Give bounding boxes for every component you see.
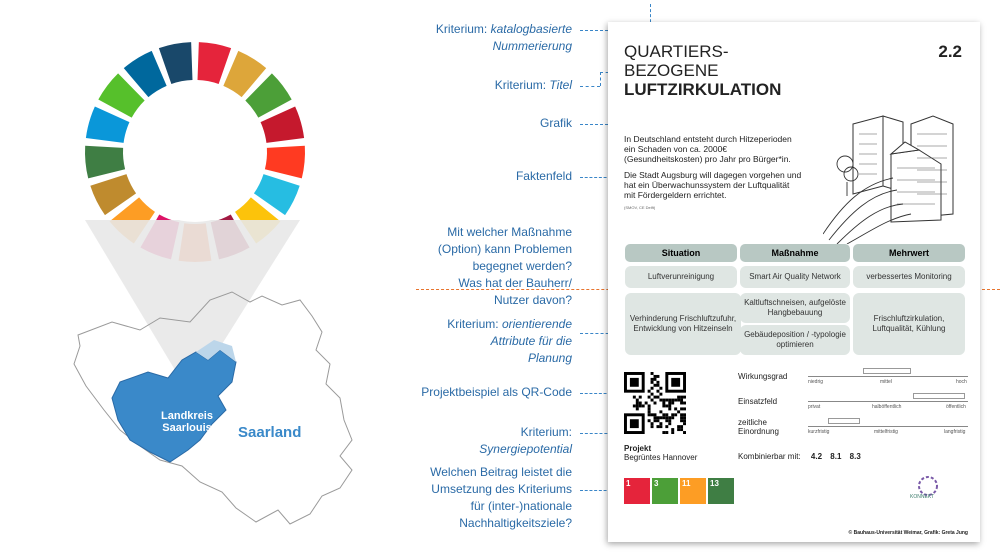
qr-module (654, 416, 657, 419)
card-title-line2: BEZOGENE (624, 61, 719, 80)
qr-module (680, 396, 683, 399)
qr-module (659, 416, 662, 419)
qr-module (668, 407, 671, 410)
qr-module (680, 407, 683, 410)
attr-einsatzfeld-scale (808, 401, 968, 402)
qr-module (651, 425, 654, 428)
question-line: (Option) kann Problemen (437, 242, 572, 256)
kombinierbar-value: 4.2 (810, 452, 823, 461)
attr-zeitlich-range (828, 418, 860, 424)
label-title-prefix: Kriterium: (494, 78, 550, 92)
card-number: 2.2 (938, 42, 962, 61)
qr-module (659, 387, 662, 390)
qr-module (648, 410, 651, 413)
sdg-line: Umsetzung des Kriteriums (431, 482, 572, 496)
criteria-card (608, 22, 980, 542)
saarland-map-graphic (0, 0, 410, 557)
question-line: begegnet werden? (472, 259, 572, 273)
qr-module (659, 422, 662, 425)
qr-module (683, 407, 686, 410)
attr-einsatzfeld-tick: privat (808, 404, 821, 410)
attr-wirkungsgrad-tick: mittel (880, 379, 892, 385)
qr-module (648, 413, 651, 416)
attr-einsatzfeld-label: Einsatzfeld (738, 397, 778, 406)
label-attr-em2: Attribute für die (490, 334, 572, 348)
kombinierbar-value: 8.1 (830, 452, 842, 461)
card-title-line3: LUFTZIRKULATION (624, 80, 782, 99)
attr-wirkungsgrad-tick: hoch (956, 379, 967, 385)
qr-module (651, 387, 654, 390)
label-numbering-em: katalogbasierte (490, 22, 572, 36)
qr-module (680, 428, 683, 431)
sdg-ring-segment (198, 42, 232, 84)
qr-module (668, 419, 671, 422)
qr-module (639, 404, 642, 407)
qr-module (648, 396, 651, 399)
qr-module (642, 404, 645, 407)
qr-module (680, 402, 683, 405)
qr-module (671, 399, 674, 402)
district-label-line1: Landkreis (161, 410, 213, 422)
cell-massnahme-2b: Gebäudeposition / -typologie optimieren (740, 325, 850, 355)
qr-module (665, 404, 668, 407)
sdg-ring-segment (85, 146, 125, 179)
qr-module (659, 410, 662, 413)
attr-zeitlich-tick: mittelfristig (874, 429, 898, 435)
qr-module (656, 419, 659, 422)
label-attr-em: orientierende (501, 317, 572, 331)
cell-mehrwert-1: verbessertes Monitoring (853, 266, 965, 288)
qr-module (683, 413, 686, 416)
qr-module (671, 413, 674, 416)
qr-finder (671, 378, 680, 387)
attr-zeitlich-line2: Einordnung (738, 427, 779, 436)
qr-module (651, 393, 654, 396)
qr-module (633, 404, 636, 407)
qr-module (662, 404, 665, 407)
qr-module (683, 416, 686, 419)
sdg-number: 13 (710, 479, 719, 488)
qr-module (654, 419, 657, 422)
qr-module (656, 375, 659, 378)
qr-module (662, 402, 665, 405)
qr-module (651, 372, 654, 375)
district-label-line2: Saarlouis (162, 422, 212, 434)
sdg-number: 11 (682, 479, 691, 488)
question-line: Was hat der Bauherr/ (458, 276, 572, 290)
cell-mehrwert-2: Frischluftzirkulation, Luftqualität, Kühlung (853, 293, 965, 355)
qr-module (654, 413, 657, 416)
attr-wirkungsgrad-range (863, 368, 911, 374)
qr-module (662, 413, 665, 416)
qr-module (654, 378, 657, 381)
qr-finder (630, 419, 639, 428)
qr-module (677, 410, 680, 413)
qr-module (662, 431, 665, 434)
sdg-line: für (inter-)nationale (470, 499, 572, 513)
qr-module (683, 422, 686, 425)
project-label: Projekt (624, 444, 652, 453)
qr-module (636, 407, 639, 410)
district-label (152, 410, 222, 434)
qr-module (648, 407, 651, 410)
buildings-illustration (823, 94, 973, 244)
qr-module (662, 416, 665, 419)
qr-module (651, 381, 654, 384)
cell-situation-2: Verhinderung Frischluftzufuhr, Entwicklung von Hitzeinseln (625, 293, 741, 355)
sdg-tile-11 (680, 478, 706, 504)
attr-zeitlich-label (738, 418, 779, 436)
project (624, 444, 697, 462)
label-synergy-prefix: Kriterium: (520, 425, 572, 439)
label-qr: Projektbeispiel als QR-Code (421, 385, 572, 399)
qr-module (656, 390, 659, 393)
qr-module (665, 413, 668, 416)
qr-module (677, 399, 680, 402)
attr-wirkungsgrad-label: Wirkungsgrad (738, 372, 788, 381)
qr-module (665, 425, 668, 428)
qr-module (671, 402, 674, 405)
qr-module (677, 396, 680, 399)
qr-module (654, 402, 657, 405)
qr-module (651, 378, 654, 381)
cell-massnahme-2a: Kaltluftschneisen, aufgelöste Hangbebauung (740, 293, 850, 323)
qr-module (656, 396, 659, 399)
qr-module (683, 419, 686, 422)
label-question (438, 224, 572, 309)
label-synergy-em: Synergiepotential (479, 442, 572, 456)
qr-module (654, 396, 657, 399)
project-name: Begrüntes Hannover (624, 453, 698, 462)
facts-paragraph-1: In Deutschland entsteht durch Hitzeperioden ein Schaden von ca. 2000€ (Gesundheitskosten) pro Jahr pro Bürger*in. (624, 134, 792, 164)
attr-zeitlich-scale (808, 426, 968, 427)
label-attr-prefix: Kriterium: (447, 317, 502, 331)
qr-module (683, 431, 686, 434)
kombinierbar-value: 8.3 (849, 452, 861, 461)
qr-module (656, 425, 659, 428)
facts-field (624, 134, 802, 213)
qr-module (674, 407, 677, 410)
qr-module (677, 425, 680, 428)
sdg-tile-1 (624, 478, 650, 504)
credit: © Bauhaus-Universität Weimar, Grafik: Greta Jung (848, 530, 968, 536)
question-line: Mit welcher Maßnahme (447, 225, 572, 239)
qr-module (636, 399, 639, 402)
qr-module (639, 402, 642, 405)
qr-module (668, 422, 671, 425)
attr-zeitlich-line1: zeitliche (738, 418, 767, 427)
qr-module (671, 431, 674, 434)
header-situation: Situation (625, 244, 737, 262)
qr-module (645, 402, 648, 405)
qr-module (665, 431, 668, 434)
attr-einsatzfeld-tick: halböffentlich (872, 404, 902, 410)
qr-module (633, 396, 636, 399)
attr-einsatzfeld-tick: öffentlich (946, 404, 966, 410)
state-label: Saarland (238, 424, 302, 441)
qr-module (639, 396, 642, 399)
label-numbering-em2: Nummerierung (492, 39, 572, 53)
kombinierbar-label: Kombinierbar mit: (738, 452, 801, 461)
qr-module (651, 413, 654, 416)
facts-source: (SMOV, CE Delft) (624, 205, 656, 210)
ring-center (125, 82, 265, 222)
qr-module (665, 399, 668, 402)
sdg-number: 1 (626, 479, 631, 488)
attr-zeitlich-tick: kurzfristig (808, 429, 830, 435)
qr-module (671, 416, 674, 419)
qr-module (651, 422, 654, 425)
qr-module (656, 384, 659, 387)
qr-module (680, 399, 683, 402)
qr-module (674, 399, 677, 402)
label-attributes (447, 316, 572, 367)
label-faktenfeld: Faktenfeld (515, 169, 572, 183)
qr-module (683, 396, 686, 399)
header-mehrwert: Mehrwert (853, 244, 965, 262)
qr-module (651, 399, 654, 402)
qr-module (680, 416, 683, 419)
qr-module (648, 390, 651, 393)
qr-module (680, 413, 683, 416)
qr-module (665, 416, 668, 419)
qr-module (648, 404, 651, 407)
sdg-tile-3 (652, 478, 678, 504)
sdg-ring-segment (265, 146, 305, 179)
qr-module (636, 404, 639, 407)
card-title-line1: QUARTIERS- (624, 42, 729, 61)
qr-module (668, 399, 671, 402)
qr-finder (630, 378, 639, 387)
label-synergy (479, 424, 572, 458)
cell-massnahme-1: Smart Air Quality Network (740, 266, 850, 288)
konnekt-logo-text: KONNEKT (910, 494, 935, 500)
label-sdg (430, 464, 572, 532)
label-title-em: Titel (549, 78, 572, 92)
qr-module (659, 393, 662, 396)
qr-module (636, 402, 639, 405)
cell-situation-1: Luftverunreinigung (625, 266, 737, 288)
leader-title-v (600, 72, 601, 86)
sdg-number: 3 (654, 479, 659, 488)
facts-paragraph-2: Die Stadt Augsburg will dagegen vorgehen und hat ein Überwachunssystem der Luftqualität mit Fördergeldern errichtet. (624, 170, 802, 200)
qr-code (624, 372, 686, 434)
qr-module (659, 399, 662, 402)
sdg-ring-segment (159, 42, 193, 84)
attr-zeitlich-tick: langfristig (944, 429, 966, 435)
sdg-tile-13 (708, 478, 734, 504)
label-title (495, 77, 572, 94)
attr-einsatzfeld-range (913, 393, 965, 399)
qr-module (654, 375, 657, 378)
qr-module (668, 404, 671, 407)
card-title (624, 42, 781, 99)
qr-module (668, 416, 671, 419)
sdg-line: Nachhaltigkeitsziele? (459, 516, 572, 530)
qr-module (671, 428, 674, 431)
qr-module (648, 419, 651, 422)
leader-title (580, 86, 600, 87)
label-grafik: Grafik (539, 116, 572, 130)
attr-wirkungsgrad-scale (808, 376, 968, 377)
label-attr-em3: Planung (527, 351, 572, 365)
qr-module (662, 399, 665, 402)
attr-wirkungsgrad-tick: niedrig (808, 379, 824, 385)
sdg-line: Welchen Beitrag leistet die (430, 465, 572, 479)
question-line: Nutzer davon? (493, 293, 572, 307)
label-numbering (436, 21, 572, 55)
qr-module (668, 402, 671, 405)
kombinierbar (738, 452, 861, 461)
qr-module (659, 425, 662, 428)
qr-module (680, 425, 683, 428)
header-massnahme: Maßnahme (740, 244, 850, 262)
qr-module (654, 384, 657, 387)
qr-module (674, 413, 677, 416)
qr-module (656, 381, 659, 384)
qr-module (665, 419, 668, 422)
qr-module (656, 416, 659, 419)
label-numbering-prefix: Kriterium: (435, 22, 491, 36)
qr-module (683, 402, 686, 405)
qr-module (677, 428, 680, 431)
qr-module (680, 419, 683, 422)
